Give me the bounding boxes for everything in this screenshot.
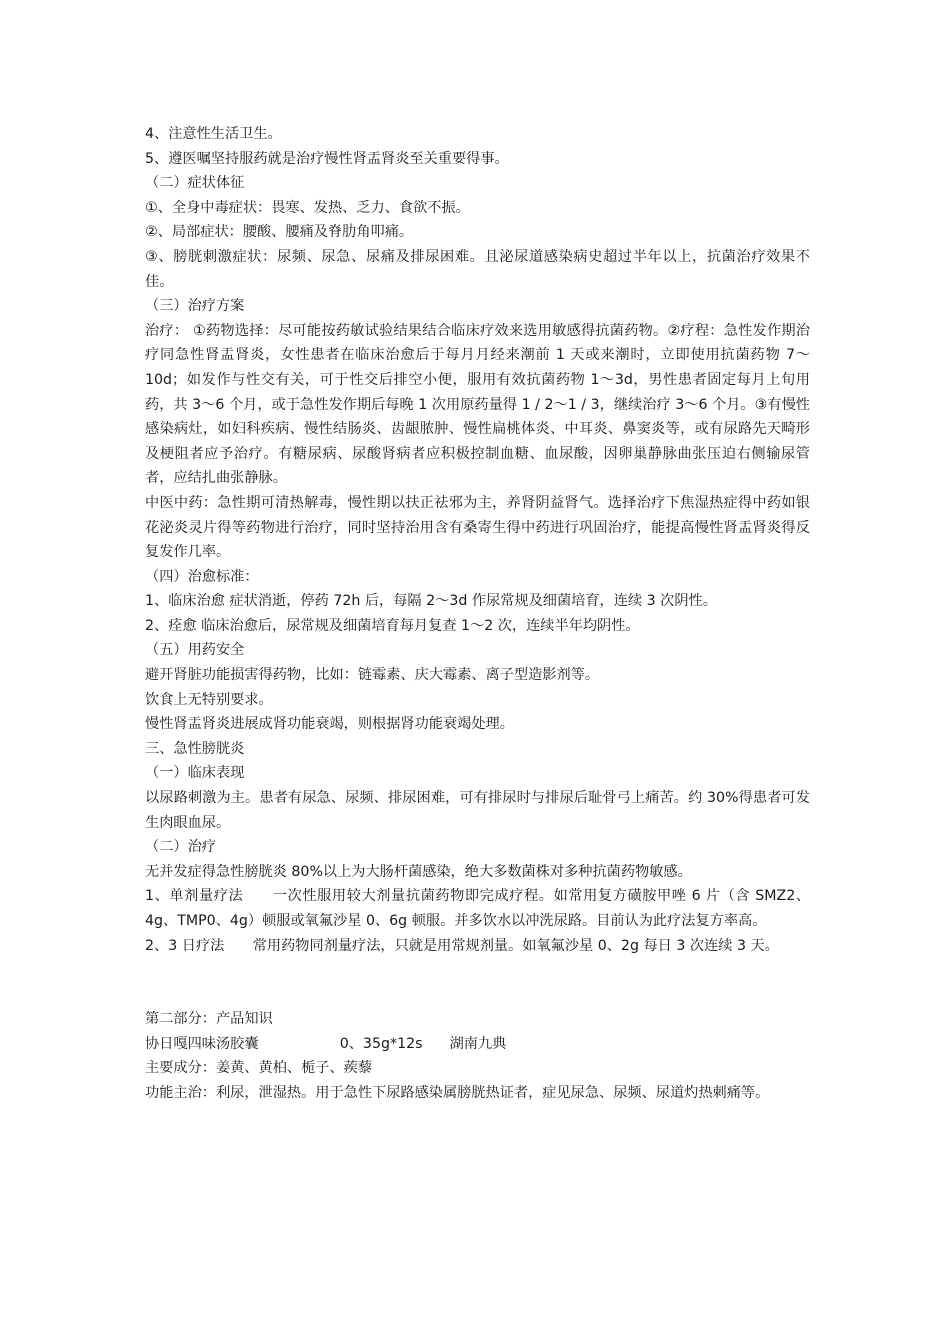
paragraph: 中医中药：急性期可清热解毒，慢性期以扶正祛邪为主，养肾阴益肾气。选择治疗下焦湿热症得中药如银花泌炎灵片得等药物进行治疗，同时坚持治用含有桑寄生得中药进行巩固治疗，能提高慢性肾盂肾炎得反复发作几率。 bbox=[145, 494, 810, 561]
paragraph: ③、膀胱刺激症状：尿频、尿急、尿痛及排尿困难。且泌尿道感染病史超过半年以上，抗菌治疗效果不佳。 bbox=[145, 248, 810, 290]
paragraph: 以尿路刺激为主。患者有尿急、尿频、排尿困难，可有排尿时与排尿后耻骨弓上痛苦。约 30%得患者可发生肉眼血尿。 bbox=[145, 790, 810, 831]
paragraph: 治疗： ①药物选择：尽可能按药敏试验结果结合临床疗效来选用敏感得抗菌药物。②疗程：急性发作期治疗同急性肾盂肾炎，女性患者在临床治愈后于每月月经来潮前 1 天或来潮时，立即使用抗菌药物 7～10d；如发作与性交有关，可于性交后排空小便，服用有效抗菌药物 1～3d，男性患者固定每月上旬用药，共 3～6 个月，或于急性发作期后每晚 1 次用原药量得 1 / 2～1 / 3，继续治疗 3～6 个月。③有慢性感染病灶，如妇科疾病、慢性结肠炎、齿龈脓肿、慢性扁桃体炎、中耳炎、鼻窦炎等，或有尿路先天畸形及梗阻者应予治疗。有糖尿病、尿酸肾病者应积极控制血糖、血尿酸，因卵巢静脉曲张压迫右侧输尿管者，应结扎曲张静脉。 bbox=[145, 322, 810, 487]
paragraph: ①、全身中毒症状：畏寒、发热、乏力、食欲不振。 bbox=[145, 199, 470, 216]
paragraph: 4、注意性生活卫生。 bbox=[145, 126, 282, 142]
paragraph: 1、临床治愈 症状消逝，停药 72h 后，每隔 2～3d 作尿常规及细菌培育，连续 3 次阴性。 bbox=[145, 593, 717, 610]
document-body bbox=[145, 122, 810, 1106]
paragraph: 慢性肾盂肾炎进展成肾功能衰竭，则根据肾功能衰竭处理。 bbox=[145, 716, 514, 733]
product-name: 协日嘎四味汤胶囊 bbox=[145, 1035, 259, 1052]
product-maker: 湖南九典 bbox=[449, 1035, 507, 1052]
paragraph: ②、局部症状：腰酸、腰痛及脊肋角叩痛。 bbox=[145, 224, 414, 241]
section-heading: （三）治疗方案 bbox=[145, 298, 245, 315]
paragraph: 2、3 日疗法 常用药物同剂量疗法，只就是用常规剂量。如氧氟沙星 0、2g 每日 3 次连续 3 天。 bbox=[145, 937, 779, 954]
paragraph: 2、痊愈 临床治愈后，尿常规及细菌培育每月复查 1～2 次，连续半年均阴性。 bbox=[145, 617, 640, 634]
chapter-heading: 三、急性膀胱炎 bbox=[145, 740, 245, 757]
paragraph: 5、遵医嘱坚持服药就是治疗慢性肾盂肾炎至关重要得事。 bbox=[145, 150, 509, 167]
section-heading: （二）症状体征 bbox=[145, 175, 245, 192]
product-ingredients: 主要成分：姜黄、黄柏、栀子、蒺藜 bbox=[145, 1060, 373, 1077]
product-indications: 功能主治：利尿，泄湿热。用于急性下尿路感染属膀胱热证者，症见尿急、尿频、尿道灼热刺痛等。 bbox=[145, 1084, 770, 1101]
part-title: 第二部分：产品知识 bbox=[145, 1011, 273, 1028]
section-heading: （四）治愈标准： bbox=[145, 568, 259, 585]
product-spec: 0、35g*12s bbox=[339, 1035, 423, 1052]
paragraph: 无并发症得急性膀胱炎 80%以上为大肠杆菌感染，绝大多数菌株对多种抗菌药物敏感。 bbox=[145, 863, 692, 880]
product-line bbox=[145, 1032, 810, 1057]
section-heading: （一）临床表现 bbox=[145, 765, 245, 782]
paragraph: 避开肾脏功能损害得药物，比如：链霉素、庆大霉素、离子型造影剂等。 bbox=[145, 667, 600, 684]
paragraph: 1、单剂量疗法 一次性服用较大剂量抗菌药物即完成疗程。如常用复方磺胺甲唑 6 片（含 SMZ2、4g、TMP0、4g）顿服或氧氟沙星 0、6g 顿服。并多饮水以冲洗尿路。目前认为此疗法复方率高。 bbox=[145, 888, 810, 929]
paragraph: 饮食上无特别要求。 bbox=[145, 691, 273, 708]
section-heading: （二）治疗 bbox=[145, 839, 216, 856]
spacer bbox=[145, 958, 810, 1007]
section-heading: （五）用药安全 bbox=[145, 642, 245, 659]
